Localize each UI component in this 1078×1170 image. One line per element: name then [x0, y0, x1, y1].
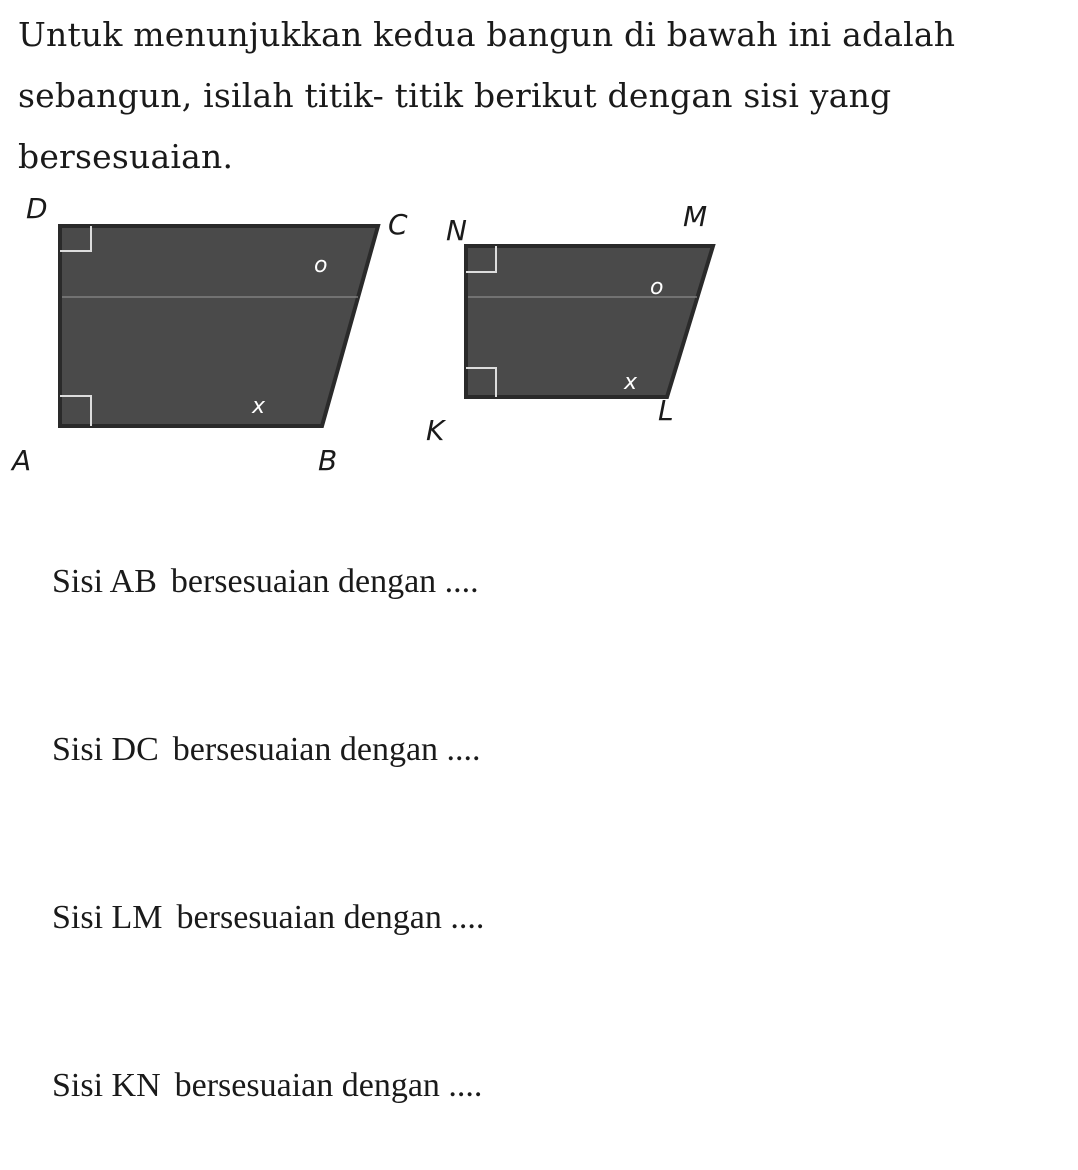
trapezoid-abcd	[60, 226, 378, 426]
statement-side: Sisi KN	[52, 1067, 161, 1104]
statement-dc	[18, 666, 484, 834]
trapezoid-klmn-shape	[466, 246, 713, 397]
vertex-label-l: L	[658, 394, 674, 427]
angle-mark-b: x	[252, 394, 266, 419]
statement-text: bersesuaian dengan ....	[172, 731, 481, 768]
statement-side: Sisi AB	[52, 563, 157, 600]
vertex-label-m: M	[683, 200, 708, 233]
statement-kn	[18, 1002, 484, 1170]
vertex-label-b: B	[318, 444, 338, 477]
vertex-label-c: C	[388, 208, 408, 241]
question-text: Untuk menunjukkan kedua bangun di bawah ini adalah sebangun, isilah titik- titik berikut dengan sisi yang bersesuaian.	[18, 15, 956, 176]
trapezoid-abcd-shape	[60, 226, 378, 426]
vertex-label-d: D	[26, 192, 48, 225]
statement-side: Sisi LM	[52, 899, 163, 936]
angle-mark-c: o	[314, 253, 328, 278]
vertex-label-a: A	[12, 444, 32, 477]
statement-text: bersesuaian dengan ....	[170, 563, 479, 600]
trapezoid-figures	[0, 0, 1078, 490]
trapezoid-klmn	[466, 246, 713, 397]
statement-side: Sisi DC	[52, 731, 159, 768]
vertex-label-k: K	[426, 414, 445, 447]
angle-mark-l: x	[624, 370, 638, 395]
statement-text: bersesuaian dengan ....	[174, 1067, 483, 1104]
statement-list	[18, 498, 484, 1170]
statement-ab	[18, 498, 484, 666]
angle-mark-m: o	[650, 275, 664, 300]
statement-lm	[18, 834, 484, 1002]
statement-text: bersesuaian dengan ....	[176, 899, 485, 936]
vertex-label-n: N	[446, 214, 467, 247]
